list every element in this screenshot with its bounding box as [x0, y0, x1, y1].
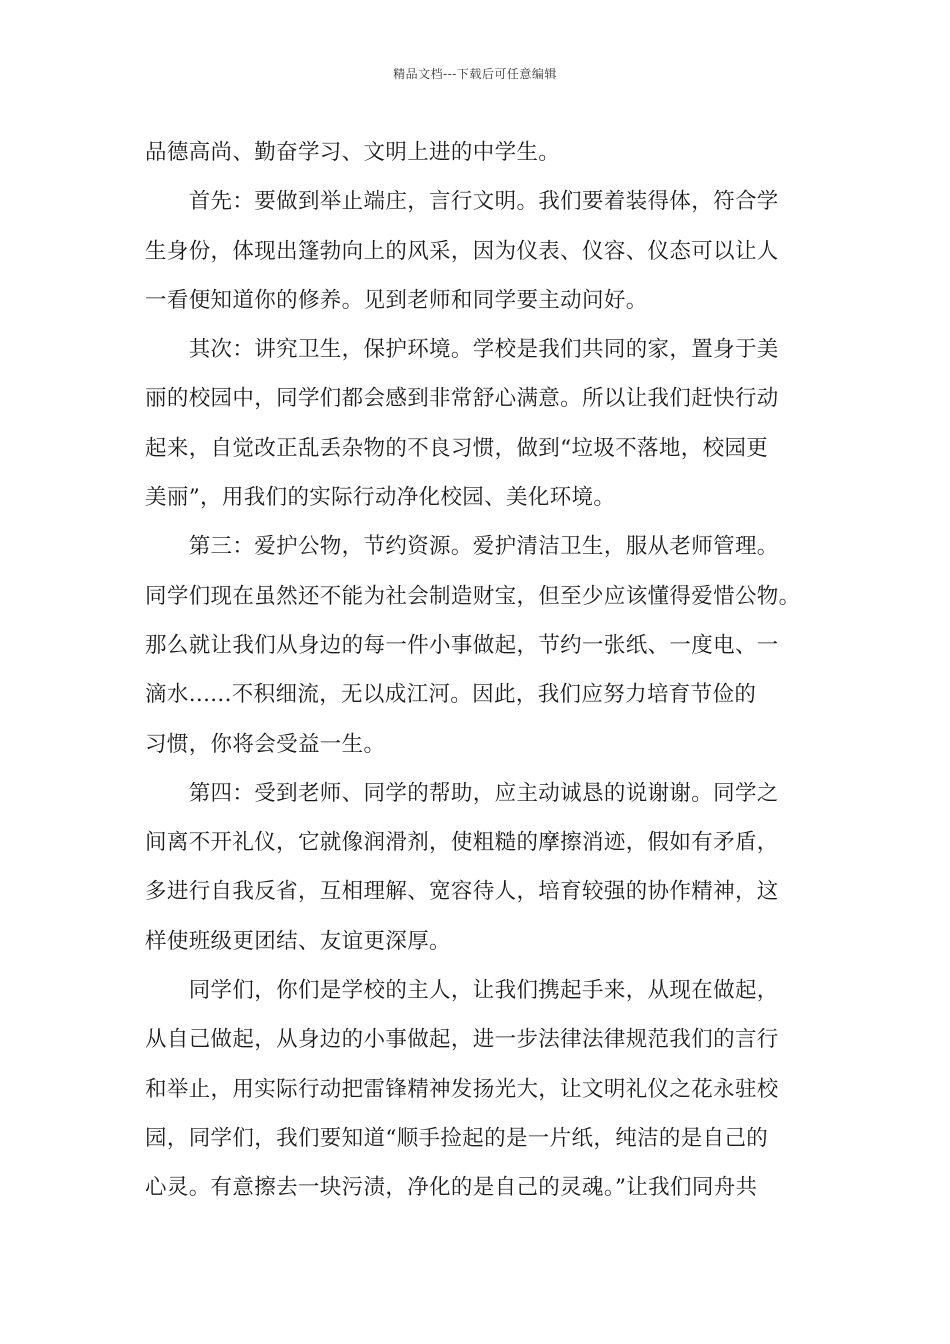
- document-body: [145, 128, 813, 1213]
- text-line: 和举止，用实际行动把雷锋精神发扬光大，让文明礼仪之花永驻校: [145, 1076, 779, 1102]
- text-line: 丽的校园中，同学们都会感到非常舒心满意。所以让我们赶快行动: [145, 386, 779, 412]
- text-line: 滴水......不积细流，无以成江河。因此，我们应努力培育节俭的: [145, 682, 757, 708]
- text-line: 生身份，体现出篷勃向上的风采，因为仪表、仪容、仪态可以让人: [145, 238, 779, 264]
- text-line: 起来，自觉改正乱丢杂物的不良习惯，做到“垃圾不落地，校园更: [145, 435, 769, 461]
- text-line: 第三：爱护公物，节约资源。爱护清洁卫生，服从老师管理。: [145, 534, 779, 560]
- text-line: 同学们现在虽然还不能为社会制造财宝，但至少应该懂得爱惜公物。: [145, 583, 801, 609]
- text-line: 美丽”，用我们的实际行动净化校园、美化环境。: [145, 485, 616, 511]
- text-line: 习惯，你将会受益一生。: [145, 731, 386, 757]
- text-line: 园，同学们，我们要知道“顺手捡起的是一片纸，纯洁的是自己的: [145, 1125, 769, 1151]
- text-line: 那么就让我们从身边的每一件小事做起，节约一张纸、一度电、一: [145, 632, 779, 658]
- text-line: 首先：要做到举止端庄，言行文明。我们要着装得体，符合学: [145, 189, 779, 215]
- text-line: 品德高尚、勤奋学习、文明上进的中学生。: [145, 140, 561, 165]
- text-line: 同学们，你们是学校的主人，让我们携起手来，从现在做起，: [145, 978, 779, 1004]
- text-line: 样使班级更团结、友谊更深厚。: [145, 928, 451, 954]
- text-line: 心灵。有意擦去一块污渍，净化的是自己的灵魂。”让我们同舟共: [145, 1175, 758, 1201]
- text-line: 其次：讲究卫生，保护环境。学校是我们共同的家，置身于美: [145, 337, 779, 363]
- text-line: 一看便知道你的修养。见到老师和同学要主动问好。: [145, 287, 648, 313]
- text-line: 间离不开礼仪，它就像润滑剂，使粗糙的摩擦消迹，假如有矛盾，: [145, 830, 779, 856]
- text-line: 第四：受到老师、同学的帮助，应主动诚恳的说谢谢。同学之: [145, 780, 779, 806]
- page-header: 精品文档---下载后可任意编辑: [393, 67, 557, 81]
- text-line: 从自己做起，从身边的小事做起，进一步法律法律规范我们的言行: [145, 1027, 779, 1053]
- text-line: 多进行自我反省，互相理解、宽容待人，培育较强的协作精神，这: [145, 879, 779, 905]
